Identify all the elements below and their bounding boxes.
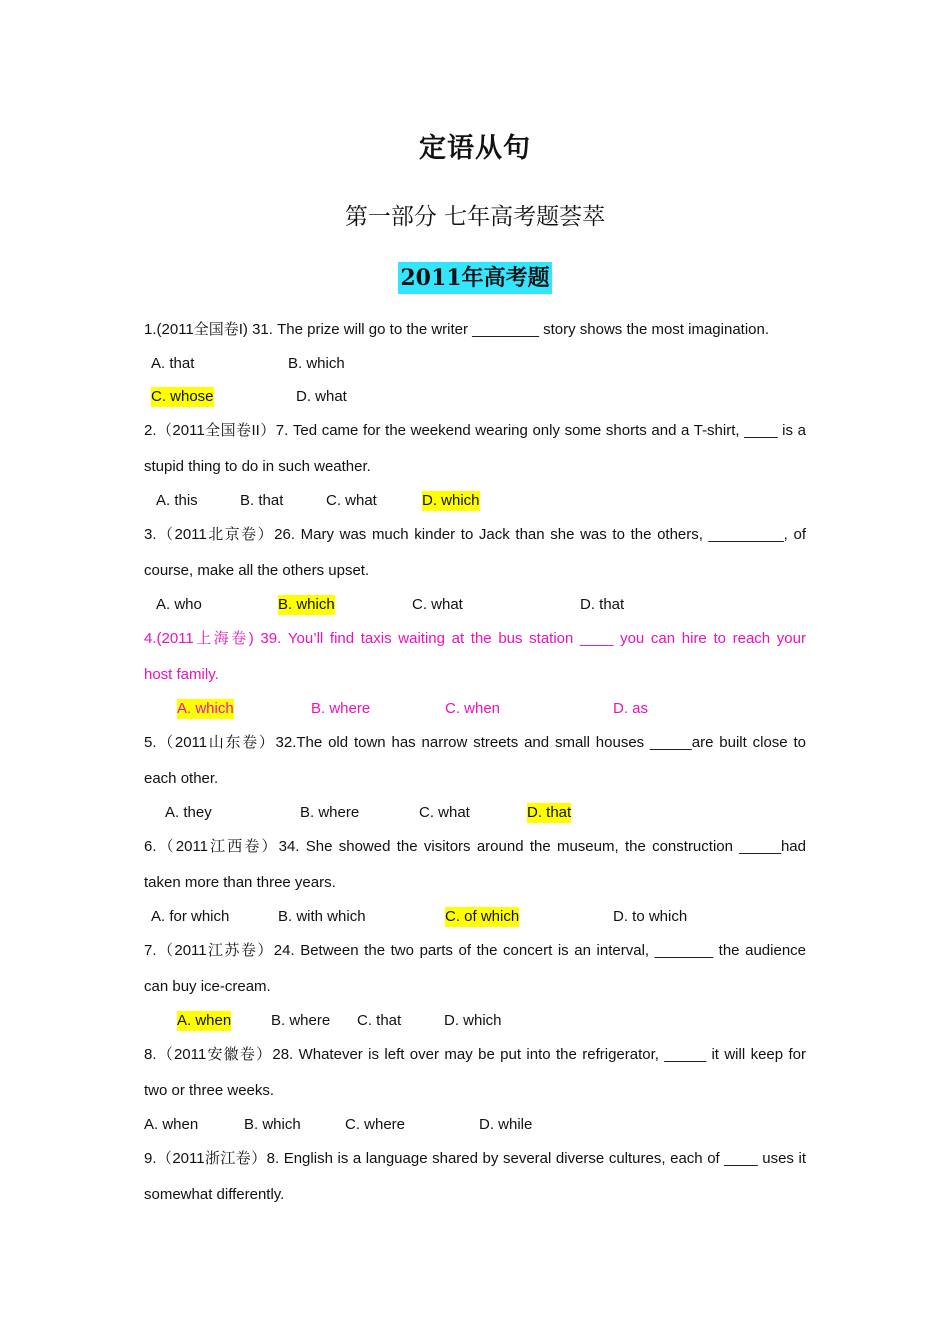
question-8-option-c: C. where	[345, 1116, 406, 1133]
question-5-option-c: C. what	[419, 804, 470, 821]
question-6-option-c-answer: C. of which	[445, 908, 520, 925]
question-1-stem: 1.(2011全国卷I) 31. The prize will go to the writer ________ story shows the most imagination.	[144, 321, 770, 338]
question-7-stem-line-1: 7.（2011江苏卷）24. Between the two parts of the concert is an interval, _______ the audience	[144, 942, 806, 959]
question-8-stem-line-1: 8.（2011安徽卷）28. Whatever is left over may be put into the refrigerator, _____ it will keep for	[144, 1046, 806, 1063]
question-3-option-a: A. who	[156, 596, 202, 613]
question-8-option-b: B. which	[244, 1116, 301, 1133]
question-6-option-d: D. to which	[613, 908, 688, 925]
question-4-option-b: B. where	[311, 700, 371, 717]
question-5-option-d-answer: D. that	[527, 804, 572, 821]
question-9-stem-line-2: somewhat differently.	[144, 1186, 285, 1203]
section-heading: 2011年高考题	[398, 262, 551, 294]
question-7-stem-line-2: can buy ice-cream.	[144, 978, 271, 995]
section-heading-wrap	[0, 262, 950, 294]
question-4-option-c: C. when	[445, 700, 501, 717]
document-title: 定语从句	[419, 133, 531, 164]
question-4-option-d: D. as	[613, 700, 649, 717]
question-5-stem-line-2: each other.	[144, 770, 219, 787]
question-3-stem-line-2: course, make all the others upset.	[144, 562, 370, 579]
document-subtitle: 第一部分 七年高考题荟萃	[344, 204, 606, 230]
question-2-stem-line-1: 2.（2011全国卷II）7. Ted came for the weekend wearing only some shorts and a T-shirt, ____ is a	[144, 422, 806, 439]
question-7-option-d: D. which	[444, 1012, 502, 1029]
question-6-stem-line-2: taken more than three years.	[144, 874, 336, 891]
question-7-option-c: C. that	[357, 1012, 402, 1029]
question-4-stem-line-2: host family.	[144, 666, 219, 683]
question-1-option-a: A. that	[151, 355, 195, 372]
question-6-stem-line-1: 6.（2011江西卷）34. She showed the visitors around the museum, the construction _____had	[144, 838, 806, 855]
question-7-option-a-answer: A. when	[177, 1012, 232, 1029]
question-4-stem-line-1: 4.(2011上海卷) 39. You’ll find taxis waiting at the bus station ____ you can hire to reach your	[144, 630, 806, 647]
question-2-option-d-answer: D. which	[422, 492, 480, 509]
question-3-option-d: D. that	[580, 596, 625, 613]
question-3-stem-line-1: 3.（2011北京卷）26. Mary was much kinder to Jack than she was to the others, _________, of	[144, 526, 806, 543]
question-3-option-b-answer: B. which	[278, 596, 335, 613]
question-5-option-a: A. they	[165, 804, 212, 821]
question-2-option-a: A. this	[156, 492, 198, 509]
question-1-option-c-answer: C. whose	[151, 388, 214, 405]
question-1-option-b: B. which	[288, 355, 345, 372]
question-8-option-d: D. while	[479, 1116, 533, 1133]
question-2-option-b: B. that	[240, 492, 284, 509]
question-5-stem-line-1: 5.（2011山东卷）32.The old town has narrow streets and small houses _____are built close to	[144, 734, 806, 751]
question-2-stem-line-2: stupid thing to do in such weather.	[144, 458, 371, 475]
question-2-option-c: C. what	[326, 492, 377, 509]
question-8-option-a: A. when	[144, 1116, 199, 1133]
question-6-option-b: B. with which	[278, 908, 366, 925]
question-1-option-d: D. what	[296, 388, 347, 405]
question-8-stem-line-2: two or three weeks.	[144, 1082, 275, 1099]
question-5-option-b: B. where	[300, 804, 360, 821]
question-4-option-a-answer: A. which	[177, 700, 234, 717]
question-3-option-c: C. what	[412, 596, 463, 613]
question-6-option-a: A. for which	[151, 908, 230, 925]
question-9-stem-line-1: 9.（2011浙江卷）8. English is a language shared by several diverse cultures, each of ____ uses it	[144, 1150, 806, 1167]
question-7-option-b: B. where	[271, 1012, 331, 1029]
